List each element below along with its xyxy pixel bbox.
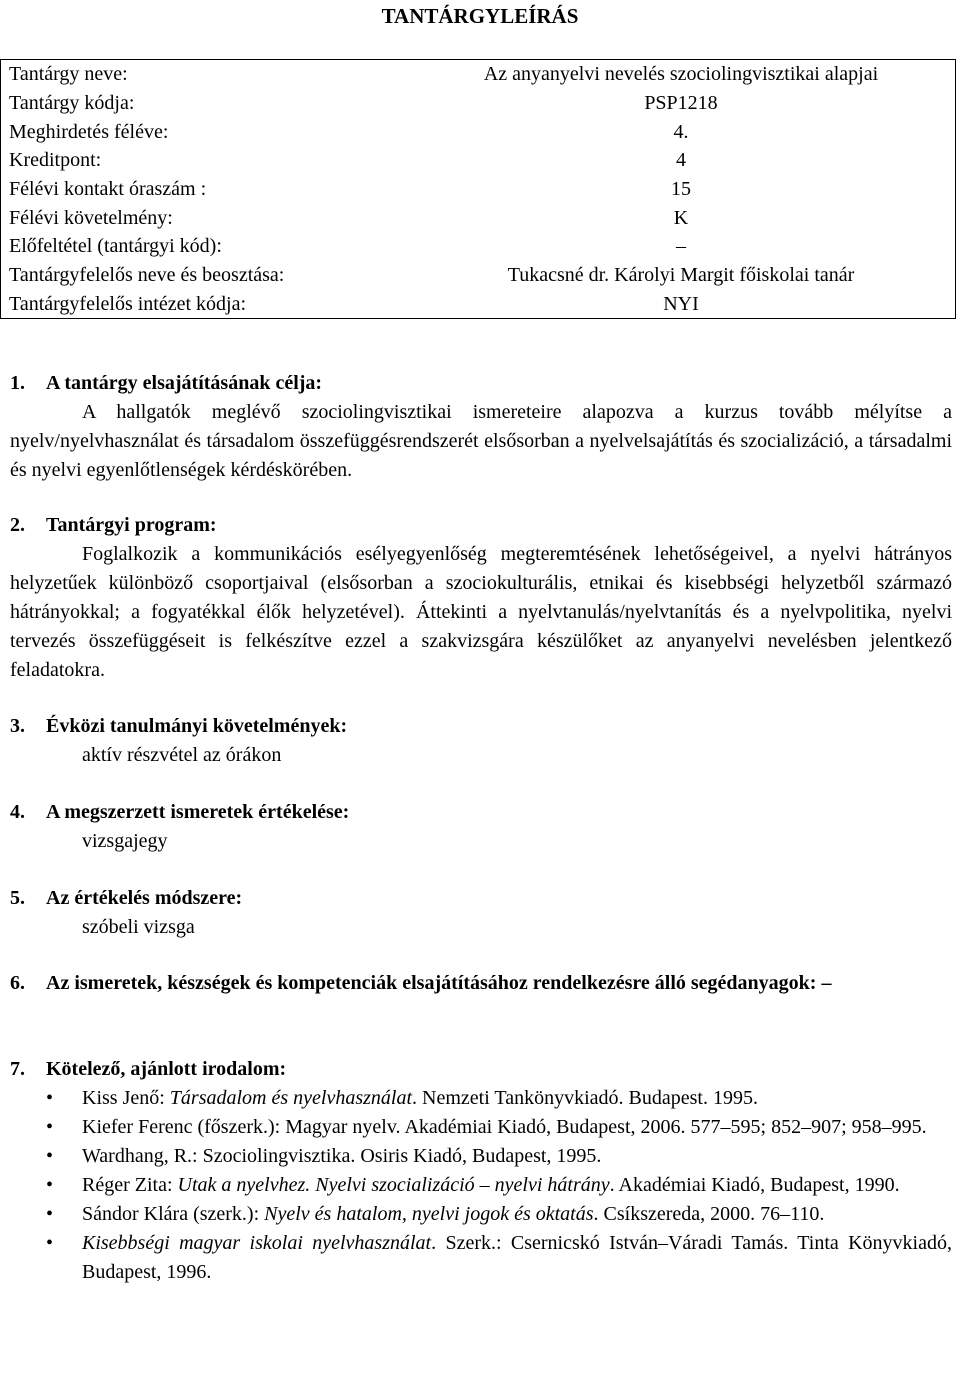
info-row bbox=[1, 175, 956, 204]
literature-text: . Nemzeti Tankönyvkiadó. Budapest. 1995. bbox=[412, 1087, 758, 1109]
section-heading: 5. Az értékelés módszere: bbox=[10, 887, 243, 909]
section-text: szóbeli vizsga bbox=[82, 916, 195, 938]
bullet-icon: • bbox=[46, 1116, 54, 1138]
info-value: 4 bbox=[676, 149, 686, 172]
course-info-table bbox=[0, 59, 956, 319]
section-heading: 3. Évközi tanulmányi követelmények: bbox=[10, 715, 348, 737]
info-label: Meghirdetés féléve: bbox=[9, 120, 169, 143]
literature-item bbox=[10, 1113, 952, 1142]
literature-item bbox=[10, 1142, 952, 1171]
info-row bbox=[1, 89, 956, 118]
literature-text: . Csíkszereda, 2000. 76–110. bbox=[593, 1203, 825, 1225]
section-literature bbox=[10, 1055, 952, 1287]
info-value: – bbox=[676, 235, 686, 258]
literature-item bbox=[10, 1200, 952, 1229]
info-label: Tantárgy kódja: bbox=[9, 92, 135, 115]
literature-list bbox=[10, 1084, 952, 1287]
info-value: Tukacsné dr. Károlyi Margit főiskolai tanár bbox=[507, 264, 855, 287]
section-heading: 7. Kötelező, ajánlott irodalom: bbox=[10, 1058, 287, 1080]
section-requirements bbox=[10, 712, 952, 770]
section-text: vizsgajegy bbox=[82, 830, 168, 852]
info-label: Tantárgy neve: bbox=[9, 63, 128, 86]
info-row bbox=[1, 60, 956, 89]
section-heading: 4. A megszerzett ismeretek értékelése: bbox=[10, 801, 350, 823]
info-row bbox=[1, 232, 956, 261]
section-text: aktív részvétel az órákon bbox=[82, 744, 282, 766]
literature-text: . Szerk.: Csernicskó István–Váradi Tamás. Tinta Könyvkiadó, Budapest, 1996. bbox=[82, 1232, 952, 1283]
info-label: Kreditpont: bbox=[9, 149, 102, 172]
literature-title: Kisebbségi magyar iskolai nyelvhasználat bbox=[82, 1232, 432, 1254]
bullet-icon: • bbox=[46, 1145, 54, 1167]
literature-item bbox=[10, 1171, 952, 1200]
info-value: 15 bbox=[671, 178, 691, 201]
bullet-icon: • bbox=[46, 1174, 54, 1196]
section-heading: 6. Az ismeretek, készségek és kompetenciák elsajátításához rendelkezésre álló segédanyagok: – bbox=[10, 972, 832, 994]
info-value: PSP1218 bbox=[644, 92, 718, 115]
bullet-icon: • bbox=[46, 1087, 54, 1109]
literature-item bbox=[10, 1084, 952, 1113]
section-program bbox=[10, 511, 952, 685]
info-value: 4. bbox=[673, 120, 689, 143]
info-value: K bbox=[673, 206, 689, 229]
info-label: Előfeltétel (tantárgyi kód): bbox=[9, 235, 222, 258]
literature-text: Sándor Klára (szerk.): bbox=[82, 1203, 265, 1225]
section-text: Foglalkozik a kommunikációs esélyegyenlőség megteremtésének lehetőségeivel, a nyelvi hátrányos helyzetűek különböző csoportjaival (elsősorban a szociokulturális, etnikai és kisebbségi helyzetből származó hátrányokkal; a fogyatékkal élők helyzetével). Áttekinti a nyelvtanulás/nyelvtanítás és a nyelvpolitika, nyelvi tervezés összefüggéseit is felkészítve ezzel a szakvizsgára készülőket az anyanyelvi nevelésben jelentkező feladatokra. bbox=[10, 543, 952, 681]
section-materials bbox=[10, 969, 952, 998]
section-heading: 2. Tantárgyi program: bbox=[10, 514, 217, 536]
section-assessment bbox=[10, 798, 952, 856]
info-label: Félévi kontakt óraszám : bbox=[9, 178, 207, 201]
section-goal bbox=[10, 369, 952, 485]
bullet-icon: • bbox=[46, 1203, 54, 1225]
literature-text: Kiss Jenő: bbox=[82, 1087, 170, 1109]
literature-text: Kiefer Ferenc (főszerk.): Magyar nyelv. Akadémiai Kiadó, Budapest, 2006. 577–595; 852–907; 958–995. bbox=[82, 1116, 927, 1138]
bullet-icon: • bbox=[46, 1232, 54, 1254]
literature-title: Nyelv és hatalom, nyelvi jogok és oktatás bbox=[264, 1203, 594, 1225]
info-row bbox=[1, 146, 956, 175]
info-row bbox=[1, 290, 956, 319]
info-value: NYI bbox=[663, 292, 699, 315]
literature-text: Réger Zita: bbox=[82, 1174, 178, 1196]
section-heading: 1. A tantárgy elsajátításának célja: bbox=[10, 372, 323, 394]
literature-text: Wardhang, R.: Szociolingvisztika. Osiris Kiadó, Budapest, 1995. bbox=[82, 1145, 602, 1167]
literature-item bbox=[10, 1229, 952, 1287]
info-label: Tantárgyfelelős neve és beosztása: bbox=[9, 264, 285, 287]
document-title: TANTÁRGYLEÍRÁS bbox=[381, 4, 579, 28]
info-row bbox=[1, 203, 956, 232]
info-label: Tantárgyfelelős intézet kódja: bbox=[9, 292, 247, 315]
info-row bbox=[1, 117, 956, 146]
section-text: A hallgatók meglévő szociolingvisztikai ismereteire alapozva a kurzus tovább mélyítse a nyelv/nyelvhasználat és társadalom összefüggésrendszerét elsősorban a nyelvelsajátítás és szocializáció, a társadalmi és nyelvi egyenlőtlenségek kérdéskörében. bbox=[10, 401, 952, 481]
literature-title: Utak a nyelvhez. Nyelvi szocializáció – nyelvi hátrány bbox=[177, 1174, 610, 1196]
info-label: Félévi követelmény: bbox=[9, 206, 173, 229]
literature-title: Társadalom és nyelvhasználat bbox=[169, 1087, 413, 1109]
literature-text: . Akadémiai Kiadó, Budapest, 1990. bbox=[609, 1174, 900, 1196]
section-method bbox=[10, 884, 952, 942]
info-value: Az anyanyelvi nevelés szociolingvisztikai alapjai bbox=[483, 63, 879, 86]
info-row bbox=[1, 261, 956, 290]
